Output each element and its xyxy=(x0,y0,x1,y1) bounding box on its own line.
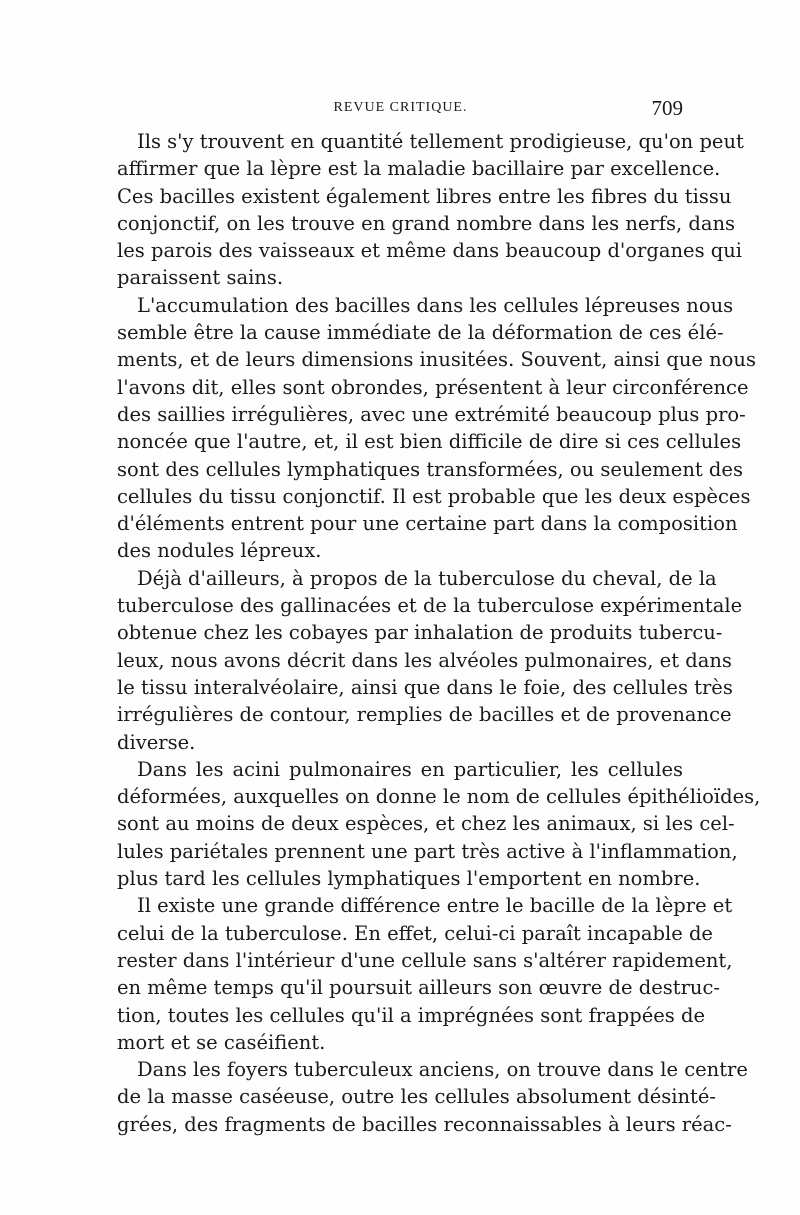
text-line: cellules du tissu conjonctif. Il est probable que les deux espèces xyxy=(117,484,751,508)
text-line: mort et se caséifient. xyxy=(117,1030,326,1054)
text-line: semble être la cause immédiate de la déformation de ces élé- xyxy=(117,321,724,345)
text-line: noncée que l'autre, et, il est bien difficile de dire si ces cellules xyxy=(117,430,742,454)
text-line: affirmer que la lèpre est la maladie bacillaire par excellence. xyxy=(117,157,721,181)
text-line: en même temps qu'il poursuit ailleurs son œuvre de destruc- xyxy=(117,976,720,1000)
text-line: obtenue chez les cobayes par inhalation de produits tubercu- xyxy=(117,621,723,645)
text-line: Dans les foyers tuberculeux anciens, on trouve dans le centre xyxy=(137,1058,748,1082)
text-line: irrégulières de contour, remplies de bacilles et de provenance xyxy=(117,703,732,727)
page-number: 709 xyxy=(651,96,683,120)
text-line: le tissu interalvéolaire, ainsi que dans le foie, des cellules très xyxy=(117,675,733,699)
text-line: conjonctif, on les trouve en grand nombre dans les nerfs, dans xyxy=(117,211,736,235)
text-line: paraissent sains. xyxy=(117,266,284,290)
text-line: lules pariétales prennent une part très active à l'inflammation, xyxy=(117,839,738,863)
text-line: Dans les acini pulmonaires en particulier, les cellules xyxy=(137,757,683,781)
text-line: Ils s'y trouvent en quantité tellement prodigieuse, qu'on peut xyxy=(137,130,744,153)
text-line: d'éléments entrent pour une certaine part dans la composition xyxy=(117,512,738,536)
text-line: diverse. xyxy=(117,730,196,754)
text-line: plus tard les cellules lymphatiques l'emportent en nombre. xyxy=(117,867,701,891)
text-line: L'accumulation des bacilles dans les cellules lépreuses nous xyxy=(137,293,734,317)
text-line: tion, toutes les cellules qu'il a imprégnées sont frappées de xyxy=(117,1003,706,1027)
text-line: des nodules lépreux. xyxy=(117,539,322,563)
text-line: sont des cellules lymphatiques transformées, ou seulement des xyxy=(117,457,743,481)
text-line: des saillies irrégulières, avec une extrémité beaucoup plus pro- xyxy=(117,402,746,426)
text-line: les parois des vaisseaux et même dans beaucoup d'organes qui xyxy=(117,239,743,263)
text-line: Il existe une grande différence entre le bacille de la lèpre et xyxy=(137,894,733,918)
running-head xyxy=(118,96,683,122)
text-line: l'avons dit, elles sont obrondes, présentent à leur circonférence xyxy=(117,375,749,399)
text-line: déformées, auxquelles on donne le nom de cellules épithélioïdes, xyxy=(117,785,761,809)
text-line: celui de la tuberculose. En effet, celui-ci paraît incapable de xyxy=(117,921,713,945)
text-line: de la masse caséeuse, outre les cellules absolument désinté- xyxy=(117,1085,717,1109)
text-line: sont au moins de deux espèces, et chez les animaux, si les cel- xyxy=(117,812,735,836)
text-line: Déjà d'ailleurs, à propos de la tuberculose du cheval, de la xyxy=(137,566,717,590)
text-line: tuberculose des gallinacées et de la tuberculose expérimentale xyxy=(117,594,743,618)
text-line: ments, et de leurs dimensions inusitées. Souvent, ainsi que nous xyxy=(117,348,756,372)
text-line: leux, nous avons décrit dans les alvéoles pulmonaires, et dans xyxy=(117,648,732,672)
body-text xyxy=(117,128,761,1138)
text-line: Ces bacilles existent également libres entre les fibres du tissu xyxy=(117,184,732,208)
running-title: REVUE CRITIQUE. xyxy=(333,100,468,115)
text-line: rester dans l'intérieur d'une cellule sans s'altérer rapidement, xyxy=(117,948,733,972)
text-line: grées, des fragments de bacilles reconnaissables à leurs réac- xyxy=(117,1112,732,1136)
